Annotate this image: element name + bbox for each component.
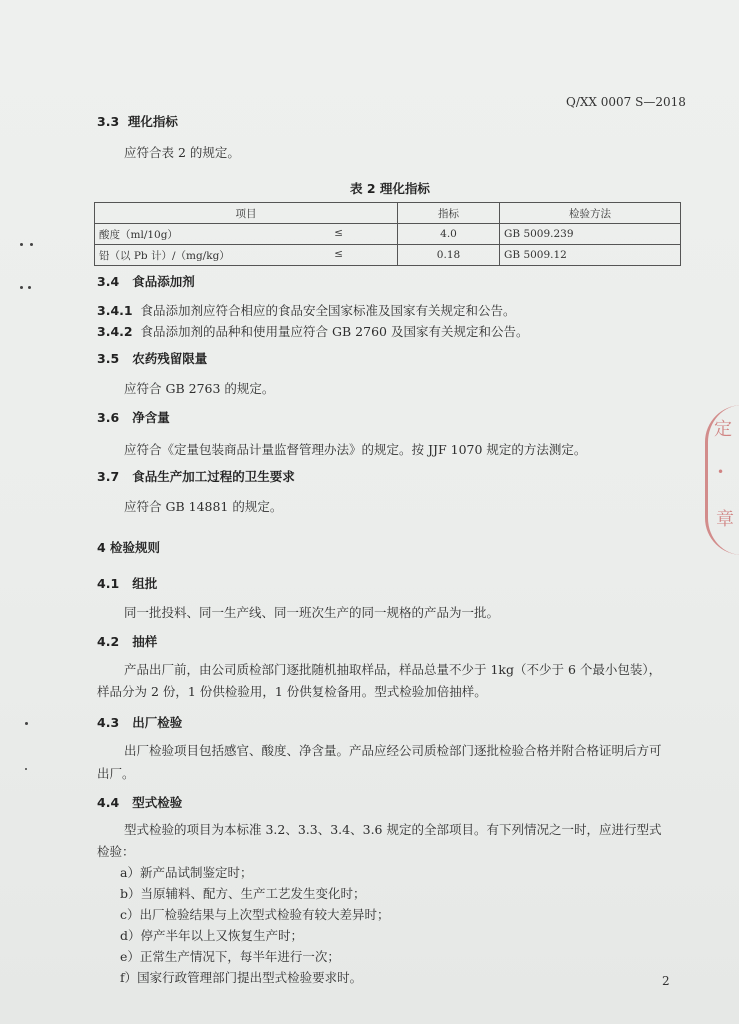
binding-mark [20,243,23,246]
section-3-5-text: 应符合 GB 2763 的规定。 [124,381,275,396]
item-cell [95,224,398,245]
binding-mark [25,722,28,725]
section-number: 4.4 [97,795,120,810]
comparison-operator: ≤ [334,247,343,260]
clause-text: 食品添加剂应符合相应的食品安全国家标准及国家有关规定和公告。 [140,303,516,318]
table-row [95,224,681,245]
indicator-value: 4.0 [398,224,500,245]
section-3-6-heading [97,408,170,426]
header-item: 项目 [95,203,398,224]
section-number: 4.1 [97,576,120,591]
section-4-2-heading [97,632,157,650]
binding-mark [20,286,23,289]
method-value: GB 5009.12 [500,245,681,266]
item-cell [95,245,398,266]
section-4-2-line1: 产品出厂前，由公司质检部门逐批随机抽取样品，样品总量不少于 1kg（不少于 6 个最小包装）， [124,662,662,677]
section-4-1-text: 同一批投料、同一生产线、同一班次生产的同一规格的产品为一批。 [124,605,500,620]
section-title: 净含量 [132,410,170,425]
list-item: a）新产品试制鉴定时； [120,865,253,880]
header-indicator: 指标 [398,203,500,224]
section-title: 型式检验 [132,795,183,810]
chapter-4-heading: 4 检验规则 [97,540,161,555]
section-number: 3.6 [97,410,120,425]
section-3-4-heading [97,272,195,290]
section-title: 农药残留限量 [132,351,208,366]
binding-mark [28,286,31,289]
clause-3-4-2 [97,322,528,340]
list-item: d）停产半年以上又恢复生产时； [120,928,304,943]
method-value: GB 5009.239 [500,224,681,245]
section-number: 4.2 [97,634,120,649]
clause-number: 3.4.2 [97,324,133,339]
section-number: 3.3 [97,114,120,129]
table-row [95,245,681,266]
comparison-operator: ≤ [334,226,343,239]
section-title: 抽样 [132,634,158,649]
section-number: 3.5 [97,351,120,366]
section-4-3-line2: 出厂。 [97,766,135,781]
clause-text: 食品添加剂的品种和使用量应符合 GB 2760 及国家有关规定和公告。 [140,324,529,339]
section-number: 4.3 [97,715,120,730]
section-title: 组批 [132,576,158,591]
table-caption: 表 2 理化指标 [350,181,430,196]
section-3-5-heading [97,349,207,367]
section-4-2-line2: 样品分为 2 份，1 份供检验用，1 份供复检备用。型式检验加倍抽样。 [97,684,487,699]
section-title: 理化指标 [127,114,178,129]
header-method: 检验方法 [500,203,681,224]
section-number: 3.7 [97,469,120,484]
section-3-6-text: 应符合《定量包装商品计量监督管理办法》的规定。按 JJF 1070 规定的方法测定。 [124,442,587,457]
document-code: Q/XX 0007 S—2018 [566,95,686,109]
list-item: e）正常生产情况下，每半年进行一次； [120,949,340,964]
section-title: 食品添加剂 [132,274,195,289]
section-title: 出厂检验 [132,715,183,730]
section-title: 食品生产加工过程的卫生要求 [132,469,295,484]
section-4-1-heading [97,574,157,592]
seal-char: • [717,465,725,479]
section-4-4-heading [97,793,182,811]
section-3-7-heading [97,467,295,485]
section-4-3-heading [97,713,182,731]
section-4-4-line2: 检验： [97,844,135,859]
indicator-value: 0.18 [398,245,500,266]
clause-3-4-1 [97,301,516,319]
item-label: 铅（以 Pb 计）/（mg/kg） [99,249,230,262]
seal-char: 章 [716,509,734,530]
section-3-3-heading [97,112,178,130]
list-item: c）出厂检验结果与上次型式检验有较大差异时； [120,907,390,922]
list-item: f）国家行政管理部门提出型式检验要求时。 [120,970,363,985]
section-4-4-line1: 型式检验的项目为本标准 3.2、3.3、3.4、3.6 规定的全部项目。有下列情况之一时，应进行型式 [124,822,662,837]
table-header-row [95,203,681,224]
section-number: 3.4 [97,274,120,289]
clause-number: 3.4.1 [97,303,133,318]
section-3-7-text: 应符合 GB 14881 的规定。 [124,499,283,514]
section-3-3-text: 应符合表 2 的规定。 [124,145,240,160]
section-4-3-line1: 出厂检验项目包括感官、酸度、净含量。产品应经公司质检部门逐批检验合格并附合格证明后方可 [124,743,662,758]
seal-char: 定 [714,419,732,440]
page-number: 2 [662,974,670,988]
list-item: b）当原辅料、配方、生产工艺发生变化时； [120,886,366,901]
binding-mark [25,768,27,770]
spec-table [94,202,681,266]
item-label: 酸度（ml/10g） [99,228,178,241]
binding-mark [30,243,33,246]
